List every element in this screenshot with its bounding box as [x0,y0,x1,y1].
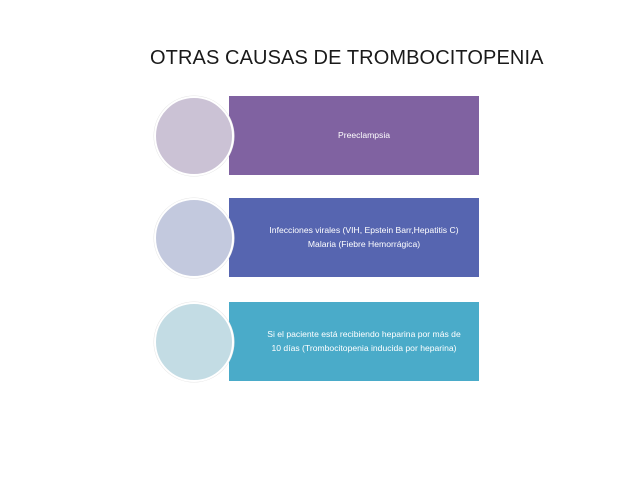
list-item-bar [229,198,479,277]
list-item-circle [154,302,234,382]
list-item-text [338,129,390,142]
list-item-line: Infecciones virales (VIH, Epstein Barr,Hepatitis C) [269,225,459,236]
list-item-line: Si el paciente está recibiendo heparina por más de [267,329,461,340]
list-item-bar [229,96,479,175]
list-item-bar [229,302,479,381]
list-item-text [267,328,460,355]
list-item-circle [154,96,234,176]
list-item-line: Preeclampsia [337,129,391,140]
slide-title: OTRAS CAUSAS DE TROMBOCITOPENIA [150,47,544,69]
list-item-line: Malaria (Fiebre Hemorrágica) [307,238,421,249]
list-item-line: 10 días (Trombocitopenia inducida por heparina) [271,342,457,353]
list-item-circle [154,198,234,278]
list-item-text [269,224,458,251]
